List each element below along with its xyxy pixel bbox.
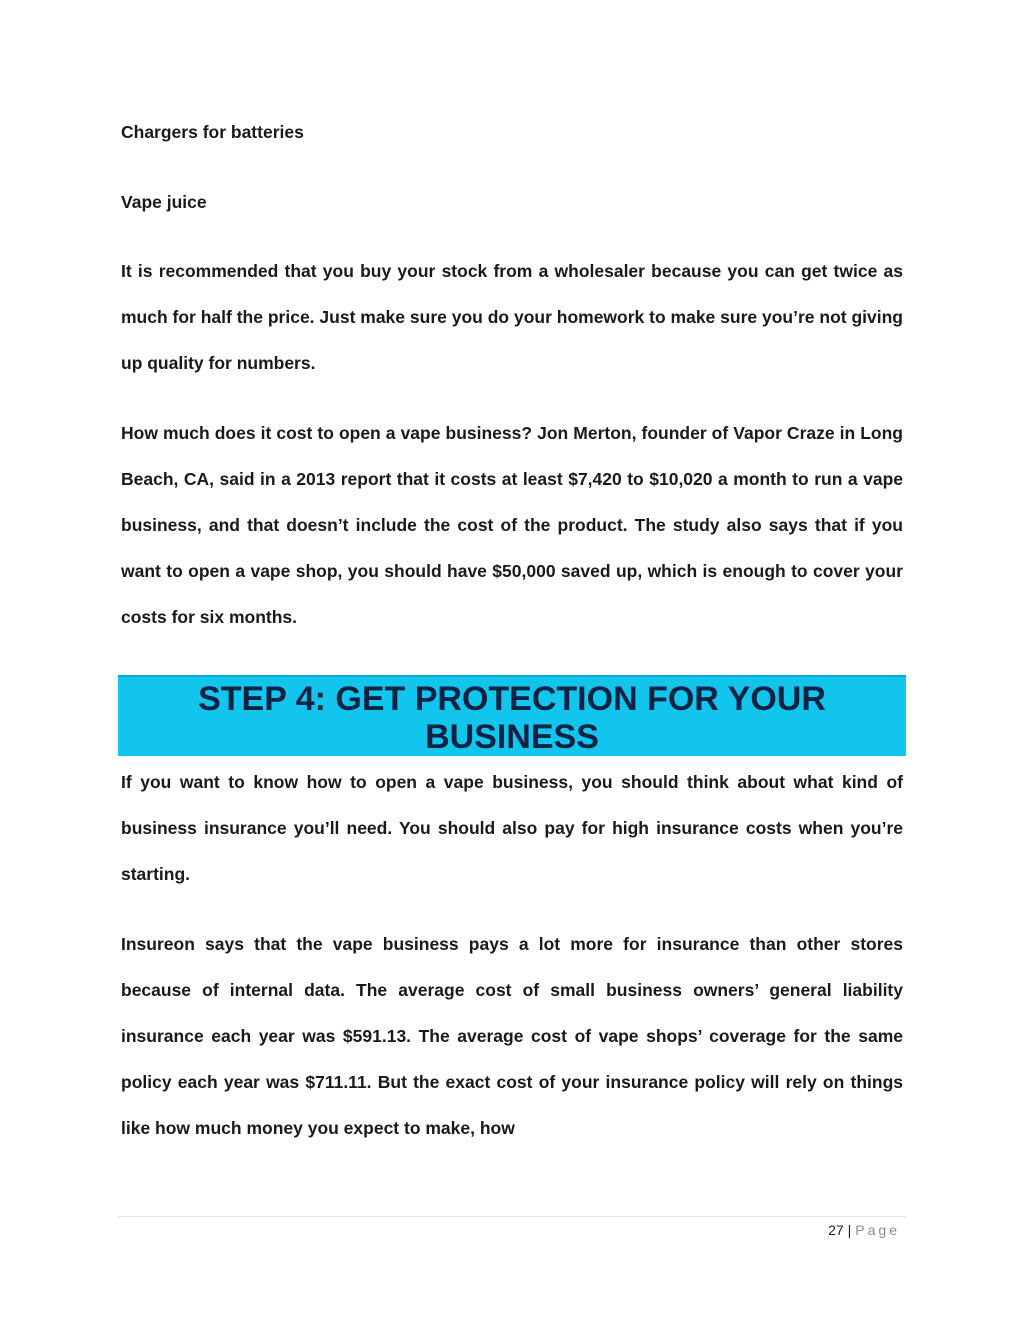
- list-item-vape-juice: Vape juice: [121, 192, 207, 212]
- section-heading-line-1: STEP 4: GET PROTECTION FOR YOUR: [198, 680, 826, 718]
- paragraph-insurance-intro: If you want to know how to open a vape business, you should think about what kind of business insurance you’ll need. You should also pay for high insurance costs when you’re starting.: [121, 772, 903, 884]
- paragraph-insureon: Insureon says that the vape business pays a lot more for insurance than other stores because of internal data. The average cost of small business owners’ general liability insurance each year was $591.13. The average cost of vape shops’ coverage for the same policy each year was $711.11. But the exact cost of your insurance policy will rely on things like how much money you expect to make, how: [121, 934, 903, 1138]
- paragraph-startup-cost: How much does it cost to open a vape business? Jon Merton, founder of Vapor Craze in Long Beach, CA, said in a 2013 report that it costs at least $7,420 to $10,020 a month to run a vape business, and that doesn’t include the cost of the product. The study also says that if you want to open a vape shop, you should have $50,000 saved up, which is enough to cover your costs for six months.: [121, 423, 903, 627]
- paragraph-wholesaler: It is recommended that you buy your stock from a wholesaler because you can get twice as much for half the price. Just make sure you do your homework to make sure you’re not giving up quality for numbers.: [121, 261, 903, 373]
- footer-divider: [118, 1216, 906, 1217]
- section-heading-line-2: BUSINESS: [425, 718, 599, 756]
- page-footer: [828, 1222, 900, 1238]
- footer-separator: |: [847, 1222, 852, 1238]
- page-label: Page: [855, 1222, 900, 1238]
- section-heading: [118, 677, 906, 756]
- page-number: 27: [828, 1222, 844, 1238]
- list-item-chargers: Chargers for batteries: [121, 122, 304, 142]
- section-heading-band: [118, 675, 906, 756]
